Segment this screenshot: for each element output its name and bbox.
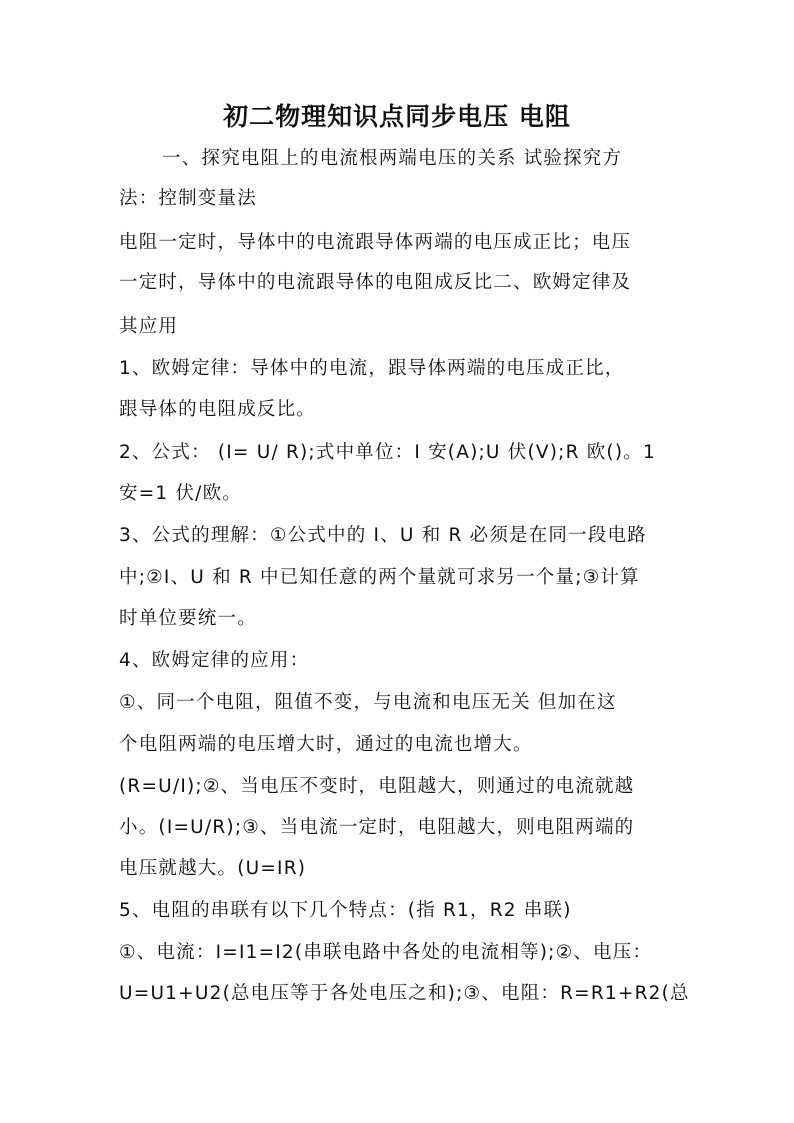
text-line: 中;②I、U 和 R 中已知任意的两个量就可求另一个量;③计算 xyxy=(119,567,640,588)
text-line: 跟导体的电阻成反比。 xyxy=(119,399,317,420)
text-line: 3、公式的理解：①公式中的 I、U 和 R 必须是在同一段电路 xyxy=(119,525,647,546)
text-line: 小。(I=U/R);③、当电流一定时，电阻越大，则电阻两端的 xyxy=(119,817,635,838)
text-line: 安=1 伏/欧。 xyxy=(119,483,242,504)
text-line: (R=U/I);②、当电压不变时，电阻越大，则通过的电流就越 xyxy=(119,776,635,797)
text-line: 1、欧姆定律：导体中的电流，跟导体两端的电压成正比， xyxy=(119,358,625,379)
text-line: 4、欧姆定律的应用： xyxy=(119,650,310,671)
text-line: 电压就越大。(U=IR) xyxy=(119,858,307,879)
text-line: 个电阻两端的电压增大时，通过的电流也增大。 xyxy=(119,734,533,755)
text-line: 2、公式： (I= U/ R);式中单位：I 安(A);U 伏(V);R 欧()。1 xyxy=(119,442,656,463)
text-line: ①、电流：I=I1=I2(串联电路中各处的电流相等);②、电压： xyxy=(119,942,653,963)
text-line: U=U1+U2(总电压等于各处电压之和);③、电阻：R=R1+R2(总 xyxy=(119,983,690,1004)
document-title: 初二物理知识点同步电压 电阻 xyxy=(223,102,571,131)
text-line: 时单位要统一。 xyxy=(119,608,257,629)
text-line: 一定时，导体中的电流跟导体的电阻成反比二、欧姆定律及 xyxy=(119,272,632,293)
text-line: 一、探究电阻上的电流根两端电压的关系 试验探究方 xyxy=(162,148,623,169)
text-line: 电阻一定时，导体中的电流跟导体两端的电压成正比；电压 xyxy=(119,232,632,253)
text-line: ①、同一个电阻，阻值不变，与电流和电压无关 但加在这 xyxy=(119,692,617,713)
text-line: 其应用 xyxy=(119,316,179,337)
text-line: 法：控制变量法 xyxy=(119,188,257,209)
text-line: 5、电阻的串联有以下几个特点：(指 R1，R2 串联) xyxy=(119,900,572,921)
